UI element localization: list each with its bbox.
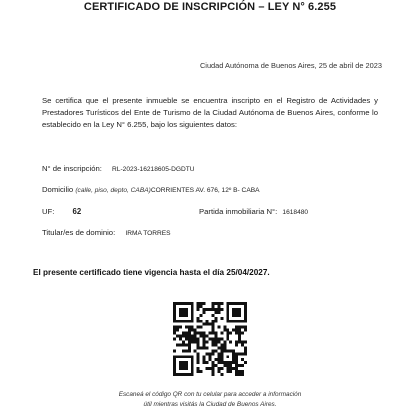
partida-value: 1618480 [282, 209, 309, 216]
inscripcion-value: RL-2023-16218605-DGDTU [112, 166, 195, 173]
qr-instructions-line-1: Escaneá el código QR con tu celular para acceder a información [118, 391, 302, 398]
titular-value: IRMA TORRES [125, 230, 171, 237]
partida-label: Partida inmobiliaria N°: [199, 207, 278, 216]
domicilio-hint: (calle, piso, depto, CABA) [75, 187, 151, 194]
intro-paragraph: Se certifica que el presente inmueble se encuentra inscripto en el Registro de Actividades y Prestadores Turísticos del Ente de Turismo de la Ciudad Autónoma de Buenos Aires, conforme lo establecido en la Ley N° 6.255, bajo los siguientes datos: [42, 96, 378, 130]
uf-value: 62 [72, 207, 82, 216]
inscripcion-label: N° de inscripción: [42, 164, 102, 173]
qr-code-icon[interactable] [173, 302, 247, 376]
validity-statement: El presente certificado tiene vigencia hasta el día 25/04/2027. [33, 268, 270, 277]
qr-instructions [0, 390, 420, 410]
titular-label: Titular/es de dominio: [42, 228, 116, 237]
inscripcion-row [42, 164, 195, 173]
domicilio-label: Domicilio [42, 185, 74, 194]
partida-row [199, 207, 308, 216]
certificate-title: CERTIFICADO DE INSCRIPCIÓN – LEY N° 6.255 [83, 1, 337, 13]
uf-row [42, 207, 81, 216]
titular-row [42, 228, 171, 237]
qr-instructions-line-2: útil mientras visitás la Ciudad de Buenos Aires. [143, 401, 277, 408]
place-date: Ciudad Autónoma de Buenos Aires, 25 de abril de 2023 [199, 61, 382, 70]
domicilio-row [42, 185, 260, 194]
domicilio-value: CORRIENTES AV. 676, 12º B- CABA [150, 187, 260, 194]
uf-label: UF: [42, 207, 55, 216]
